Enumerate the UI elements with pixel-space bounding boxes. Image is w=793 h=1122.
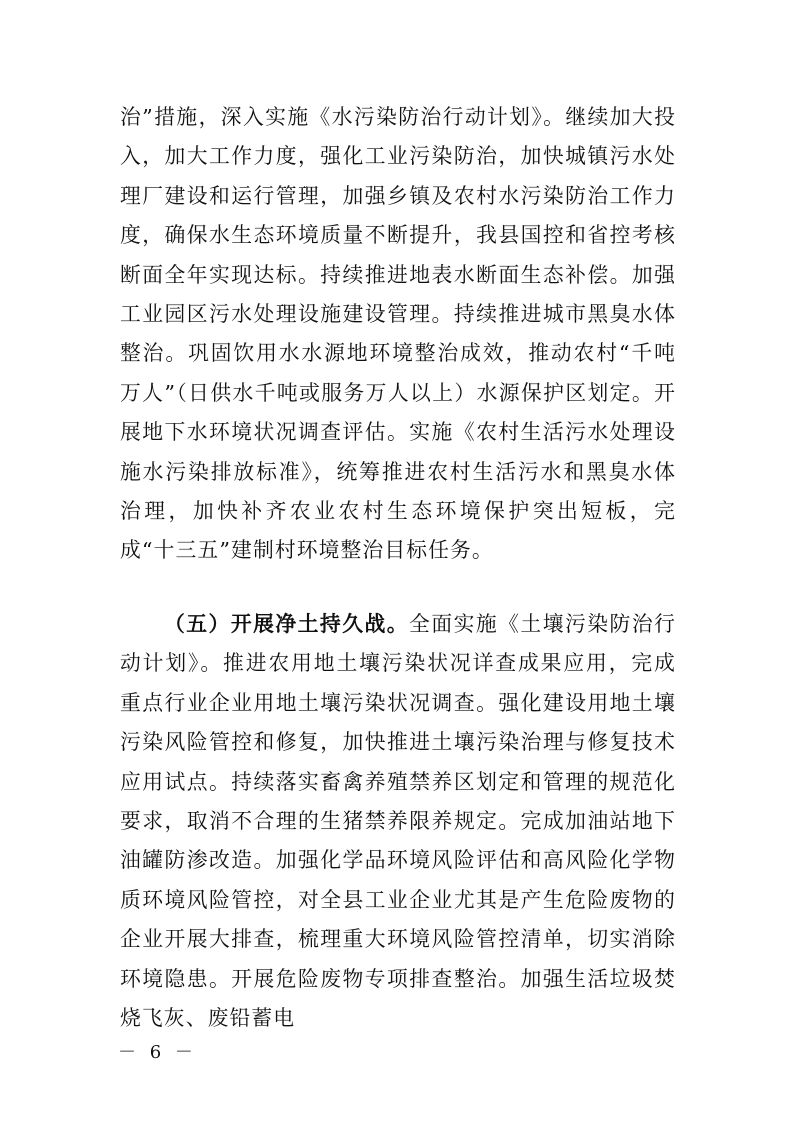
page-number: － 6 － bbox=[118, 1042, 197, 1063]
section-heading-soil: （五）开展净土持久战。 bbox=[164, 611, 410, 636]
body-paragraph-water: 治”措施，深入实施《水污染防治行动计划》。继续加大投入，加大工作力度，强化工业污染防治，加快城镇污水处理厂建设和运行管理，加强乡镇及农村水污染防治工作力度，确保水生态环境质量不断提升，我县国控和省控考核断面全年实现达标。持续推进地表水断面生态补偿。加强工业园区污水处理设施建设管理。持续推进城市黑臭水体整治。巩固饮用水水源地环境整治成效，推动农村“千吨万人”（日供水千吨或服务万人以上）水源保护区划定。开展地下水环境状况调查评估。实施《农村生活污水处理设施水污染排放标准》，统筹推进农村生活污水和黑臭水体治理，加快补齐农业农村生态环境保护突出短板，完成“十三五”建制村环境整治目标任务。 bbox=[120, 105, 676, 563]
section-body-soil: 全面实施《土壤污染防治行动计划》。推进农用地土壤污染状况详查成果应用，完成重点行业企业用地土壤污染状况调查。强化建设用地土壤污染风险管控和修复，加快推进土壤污染治理与修复技术应用试点。持续落实畜禽养殖禁养区划定和管理的规范化要求，取消不合理的生猪禁养限养规定。完成加油站地下油罐防渗改造。加强化学品环境风险评估和高风险化学物质环境风险管控，对全县工业企业尤其是产生危险废物的企业开展大排查，梳理重大环境风险管控清单，切实消除环境隐患。开展危险废物专项排查整治。加强生活垃圾焚烧飞灰、废铅蓄电 bbox=[120, 612, 676, 1031]
body-paragraph-soil bbox=[120, 604, 676, 1038]
